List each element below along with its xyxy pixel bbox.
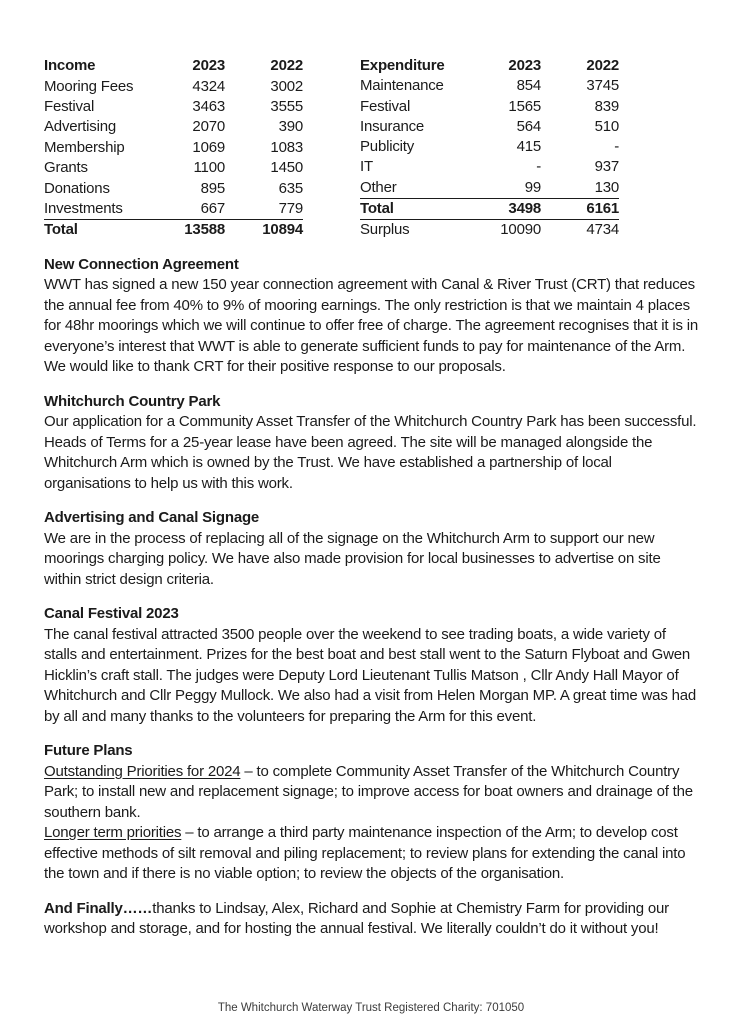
income-header-label: Income bbox=[44, 57, 96, 75]
expenditure-total-row bbox=[360, 199, 619, 220]
income-label: Grants bbox=[44, 159, 88, 177]
table-row bbox=[44, 158, 303, 178]
expenditure-2023: - bbox=[536, 158, 541, 176]
surplus-2023: 10090 bbox=[500, 221, 541, 239]
section-heading: Whitchurch Country Park bbox=[44, 392, 221, 410]
section-future-plans bbox=[44, 741, 700, 885]
income-2023: 3463 bbox=[192, 97, 225, 115]
income-2022: 1083 bbox=[270, 138, 303, 156]
expenditure-total-2022: 6161 bbox=[541, 199, 619, 220]
section-whitchurch-country-park bbox=[44, 392, 700, 495]
and-finally-lead: And Finally…… bbox=[44, 899, 153, 917]
expenditure-2023: 854 bbox=[516, 77, 541, 95]
section-body: The canal festival attracted 3500 people over the weekend to see trading boats, a wide variety of stalls and entertainment. Prizes for the best boat and best stall went to the Saturn Flyboat and Gwen Hicklin’s craft stall. The judges were Deputy Lord Lieutenant Tullis Matson , Cllr Andy Hall Mayor of Whitchurch and Cllr Peggy Mullock. We also had a visit from Helen Morgan MP. A great time was had by all and many thanks to the volunteers for preparing the Arm for this event. bbox=[44, 625, 697, 725]
expenditure-label: Maintenance bbox=[360, 77, 444, 95]
income-label: Donations bbox=[44, 179, 110, 197]
table-row bbox=[360, 178, 619, 199]
table-row bbox=[360, 76, 619, 96]
table-row bbox=[360, 97, 619, 117]
section-heading: Canal Festival 2023 bbox=[44, 605, 179, 623]
income-label: Mooring Fees bbox=[44, 77, 134, 95]
and-finally-paragraph bbox=[44, 899, 700, 940]
expenditure-header-label: Expenditure bbox=[360, 57, 445, 74]
expenditure-2022: 937 bbox=[594, 158, 619, 176]
section-advertising-canal-signage bbox=[44, 508, 700, 590]
surplus-2022: 4734 bbox=[586, 221, 619, 239]
table-row bbox=[360, 157, 619, 177]
table-row bbox=[360, 117, 619, 137]
table-row bbox=[44, 117, 303, 137]
priority-text: – to complete Community Asset Transfer of the Whitchurch Country Park; to install new and replacement signage; to improve access for boat owners and drainage of the southern bank. bbox=[44, 762, 693, 821]
section-heading: Advertising and Canal Signage bbox=[44, 509, 260, 527]
income-2023: 1100 bbox=[193, 159, 225, 177]
table-row bbox=[44, 97, 303, 117]
expenditure-2022: 130 bbox=[541, 178, 619, 199]
income-2023: 895 bbox=[200, 179, 225, 197]
expenditure-2022: 839 bbox=[594, 97, 619, 115]
expenditure-2023: 415 bbox=[516, 138, 541, 156]
income-label: Advertising bbox=[44, 118, 117, 136]
expenditure-2023: 564 bbox=[516, 117, 541, 135]
section-heading: Future Plans bbox=[44, 742, 133, 760]
priority-text: – to arrange a third party maintenance inspection of the Arm; to develop cost effective methods of silt removal and piling replacement; to review plans for extending the canal into the town and if there is no viable option; to review the objects of the organisation. bbox=[44, 824, 686, 883]
income-2022: 1450 bbox=[270, 159, 303, 177]
expenditure-total-label: Total bbox=[360, 199, 463, 220]
table-row bbox=[44, 199, 303, 220]
income-2022: 3555 bbox=[270, 97, 303, 115]
expenditure-label: Festival bbox=[360, 97, 411, 115]
surplus-label: Surplus bbox=[360, 221, 410, 239]
priority-lead-underlined: Outstanding Priorities for 2024 bbox=[44, 762, 241, 780]
expenditure-2023: 99 bbox=[463, 178, 541, 199]
section-canal-festival-2023 bbox=[44, 604, 700, 727]
expenditure-label: Publicity bbox=[360, 138, 415, 156]
income-header-2022: 2022 bbox=[270, 57, 303, 75]
and-finally-text: thanks to Lindsay, Alex, Richard and Sophie at Chemistry Farm for providing our workshop and storage, and for hosting the annual festival. We literally couldn’t do it without you! bbox=[44, 899, 669, 938]
income-header-row bbox=[44, 56, 303, 76]
section-and-finally bbox=[44, 899, 700, 940]
income-total-label: Total bbox=[44, 221, 78, 239]
expenditure-2022: - bbox=[614, 138, 619, 156]
expenditure-2023: 1565 bbox=[508, 97, 541, 115]
expenditure-label: Insurance bbox=[360, 117, 425, 135]
expenditure-surplus-row bbox=[360, 220, 619, 241]
page-footer: The Whitchurch Waterway Trust Registered Charity: 701050 bbox=[217, 1002, 525, 1014]
section-new-connection-agreement bbox=[44, 255, 700, 378]
section-body: WWT has signed a new 150 year connection agreement with Canal & River Trust (CRT) that reduces the annual fee from 40% to 9% of mooring earnings. The only restriction is that we maintain 4 places for 48hr moorings which we will continue to offer free of charge. The agreement recognises that it is in everyone’s interest that WWT is able to generate sufficient funds to pay for maintenance of the Arm. We would like to thank CRT for their positive response to our proposals. bbox=[44, 276, 698, 376]
income-total-2022: 10894 bbox=[262, 221, 303, 239]
expenditure-header-2022: 2022 bbox=[586, 57, 619, 74]
income-total-row bbox=[44, 220, 303, 241]
expenditure-2022: 3745 bbox=[586, 77, 619, 95]
income-total-2023: 13588 bbox=[184, 221, 225, 239]
income-2023: 4324 bbox=[192, 77, 225, 95]
income-2023: 667 bbox=[147, 199, 225, 220]
table-row bbox=[44, 138, 303, 158]
income-2022: 779 bbox=[225, 199, 303, 220]
income-2022: 3002 bbox=[270, 77, 303, 95]
expenditure-label: IT bbox=[360, 158, 373, 176]
section-body: Our application for a Community Asset Transfer of the Whitchurch Country Park has been successful. Heads of Terms for a 25-year lease have been agreed. The site will be managed alongside the Whitchurch Arm which is owned by the Trust. We have established a partnership of local organisations to help us with this work. bbox=[44, 413, 697, 492]
income-table bbox=[44, 56, 303, 241]
priority-lead-underlined: Longer term priorities bbox=[44, 824, 182, 842]
income-2023: 2070 bbox=[192, 118, 225, 136]
expenditure-2022: 510 bbox=[594, 117, 619, 135]
future-plans-item bbox=[44, 762, 700, 824]
section-heading: New Connection Agreement bbox=[44, 255, 239, 273]
financial-tables bbox=[44, 56, 700, 241]
table-row bbox=[360, 137, 619, 157]
income-2022: 635 bbox=[278, 179, 303, 197]
expenditure-total-2023: 3498 bbox=[463, 199, 541, 220]
income-2023: 1069 bbox=[192, 138, 225, 156]
income-label: Festival bbox=[44, 97, 95, 115]
income-2022: 390 bbox=[278, 118, 303, 136]
expenditure-table bbox=[360, 56, 619, 241]
section-body: We are in the process of replacing all of the signage on the Whitchurch Arm to support our new moorings charging policy. We have also made provision for local businesses to advertise on site within strict design criteria. bbox=[44, 529, 661, 588]
table-row bbox=[44, 76, 303, 96]
expenditure-header-row bbox=[360, 56, 619, 76]
table-row bbox=[44, 178, 303, 198]
income-header-2023: 2023 bbox=[192, 57, 225, 75]
income-label: Investments bbox=[44, 199, 147, 220]
income-label: Membership bbox=[44, 138, 125, 156]
future-plans-item bbox=[44, 823, 700, 885]
expenditure-header-2023: 2023 bbox=[508, 57, 541, 74]
expenditure-label: Other bbox=[360, 178, 463, 199]
